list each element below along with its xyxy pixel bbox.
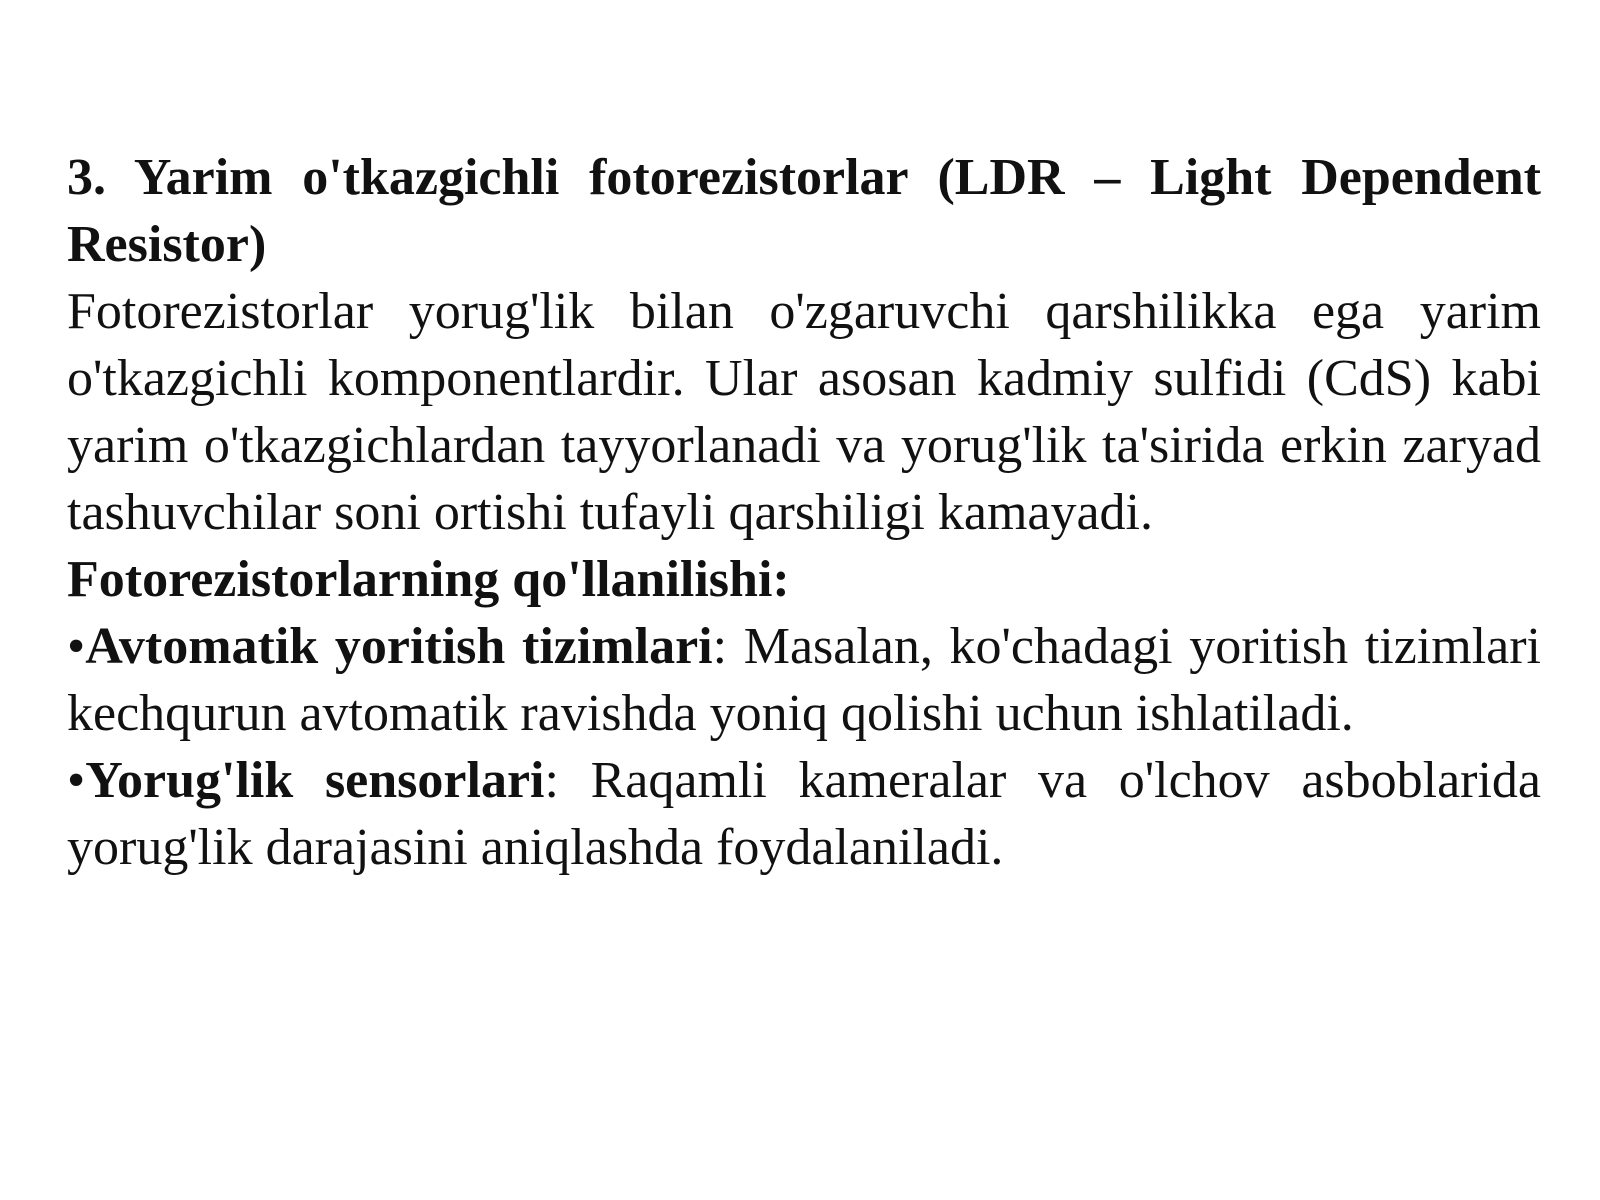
bullet-item-light-sensors <box>67 747 1541 881</box>
bullet-text: Masalan, ko'chadagi yoritish tizimlari kechqurun avtomatik ravishda yoniq qolishi uchun ishlatiladi. <box>67 618 1541 742</box>
applications-heading: Fotorezistorlarning qo'llanilishi: <box>67 551 790 608</box>
bullet-item-automatic-lighting <box>67 613 1541 747</box>
bullet-term: Avtomatik yoritish tizimlari <box>85 618 713 675</box>
bullet-separator: : <box>712 618 728 675</box>
slide-content <box>67 144 1541 881</box>
bullet-marker: • <box>67 618 86 675</box>
bullet-term: Yorug'lik sensorlari <box>85 752 545 809</box>
section-paragraph: Fotorezistorlar yorug'lik bilan o'zgaruvchi qarshilikka ega yarim o'tkazgichli komponentlardir. Ular asosan kadmiy sulfidi (CdS) kabi yarim o'tkazgichlardan tayyorlanadi va yorug'lik ta'sirida erkin zaryad tashuvchilar soni ortishi tufayli qarshiligi kamayadi. <box>67 283 1541 541</box>
bullet-text: Raqamli kameralar va o'lchov asboblarida yorug'lik darajasini aniqlashda foydalaniladi. <box>67 752 1542 876</box>
bullet-marker: • <box>67 752 86 809</box>
section-title: 3. Yarim o'tkazgichli fotorezistorlar (LDR – Light Dependent Resistor) <box>67 149 1541 273</box>
bullet-separator: : <box>544 752 559 809</box>
